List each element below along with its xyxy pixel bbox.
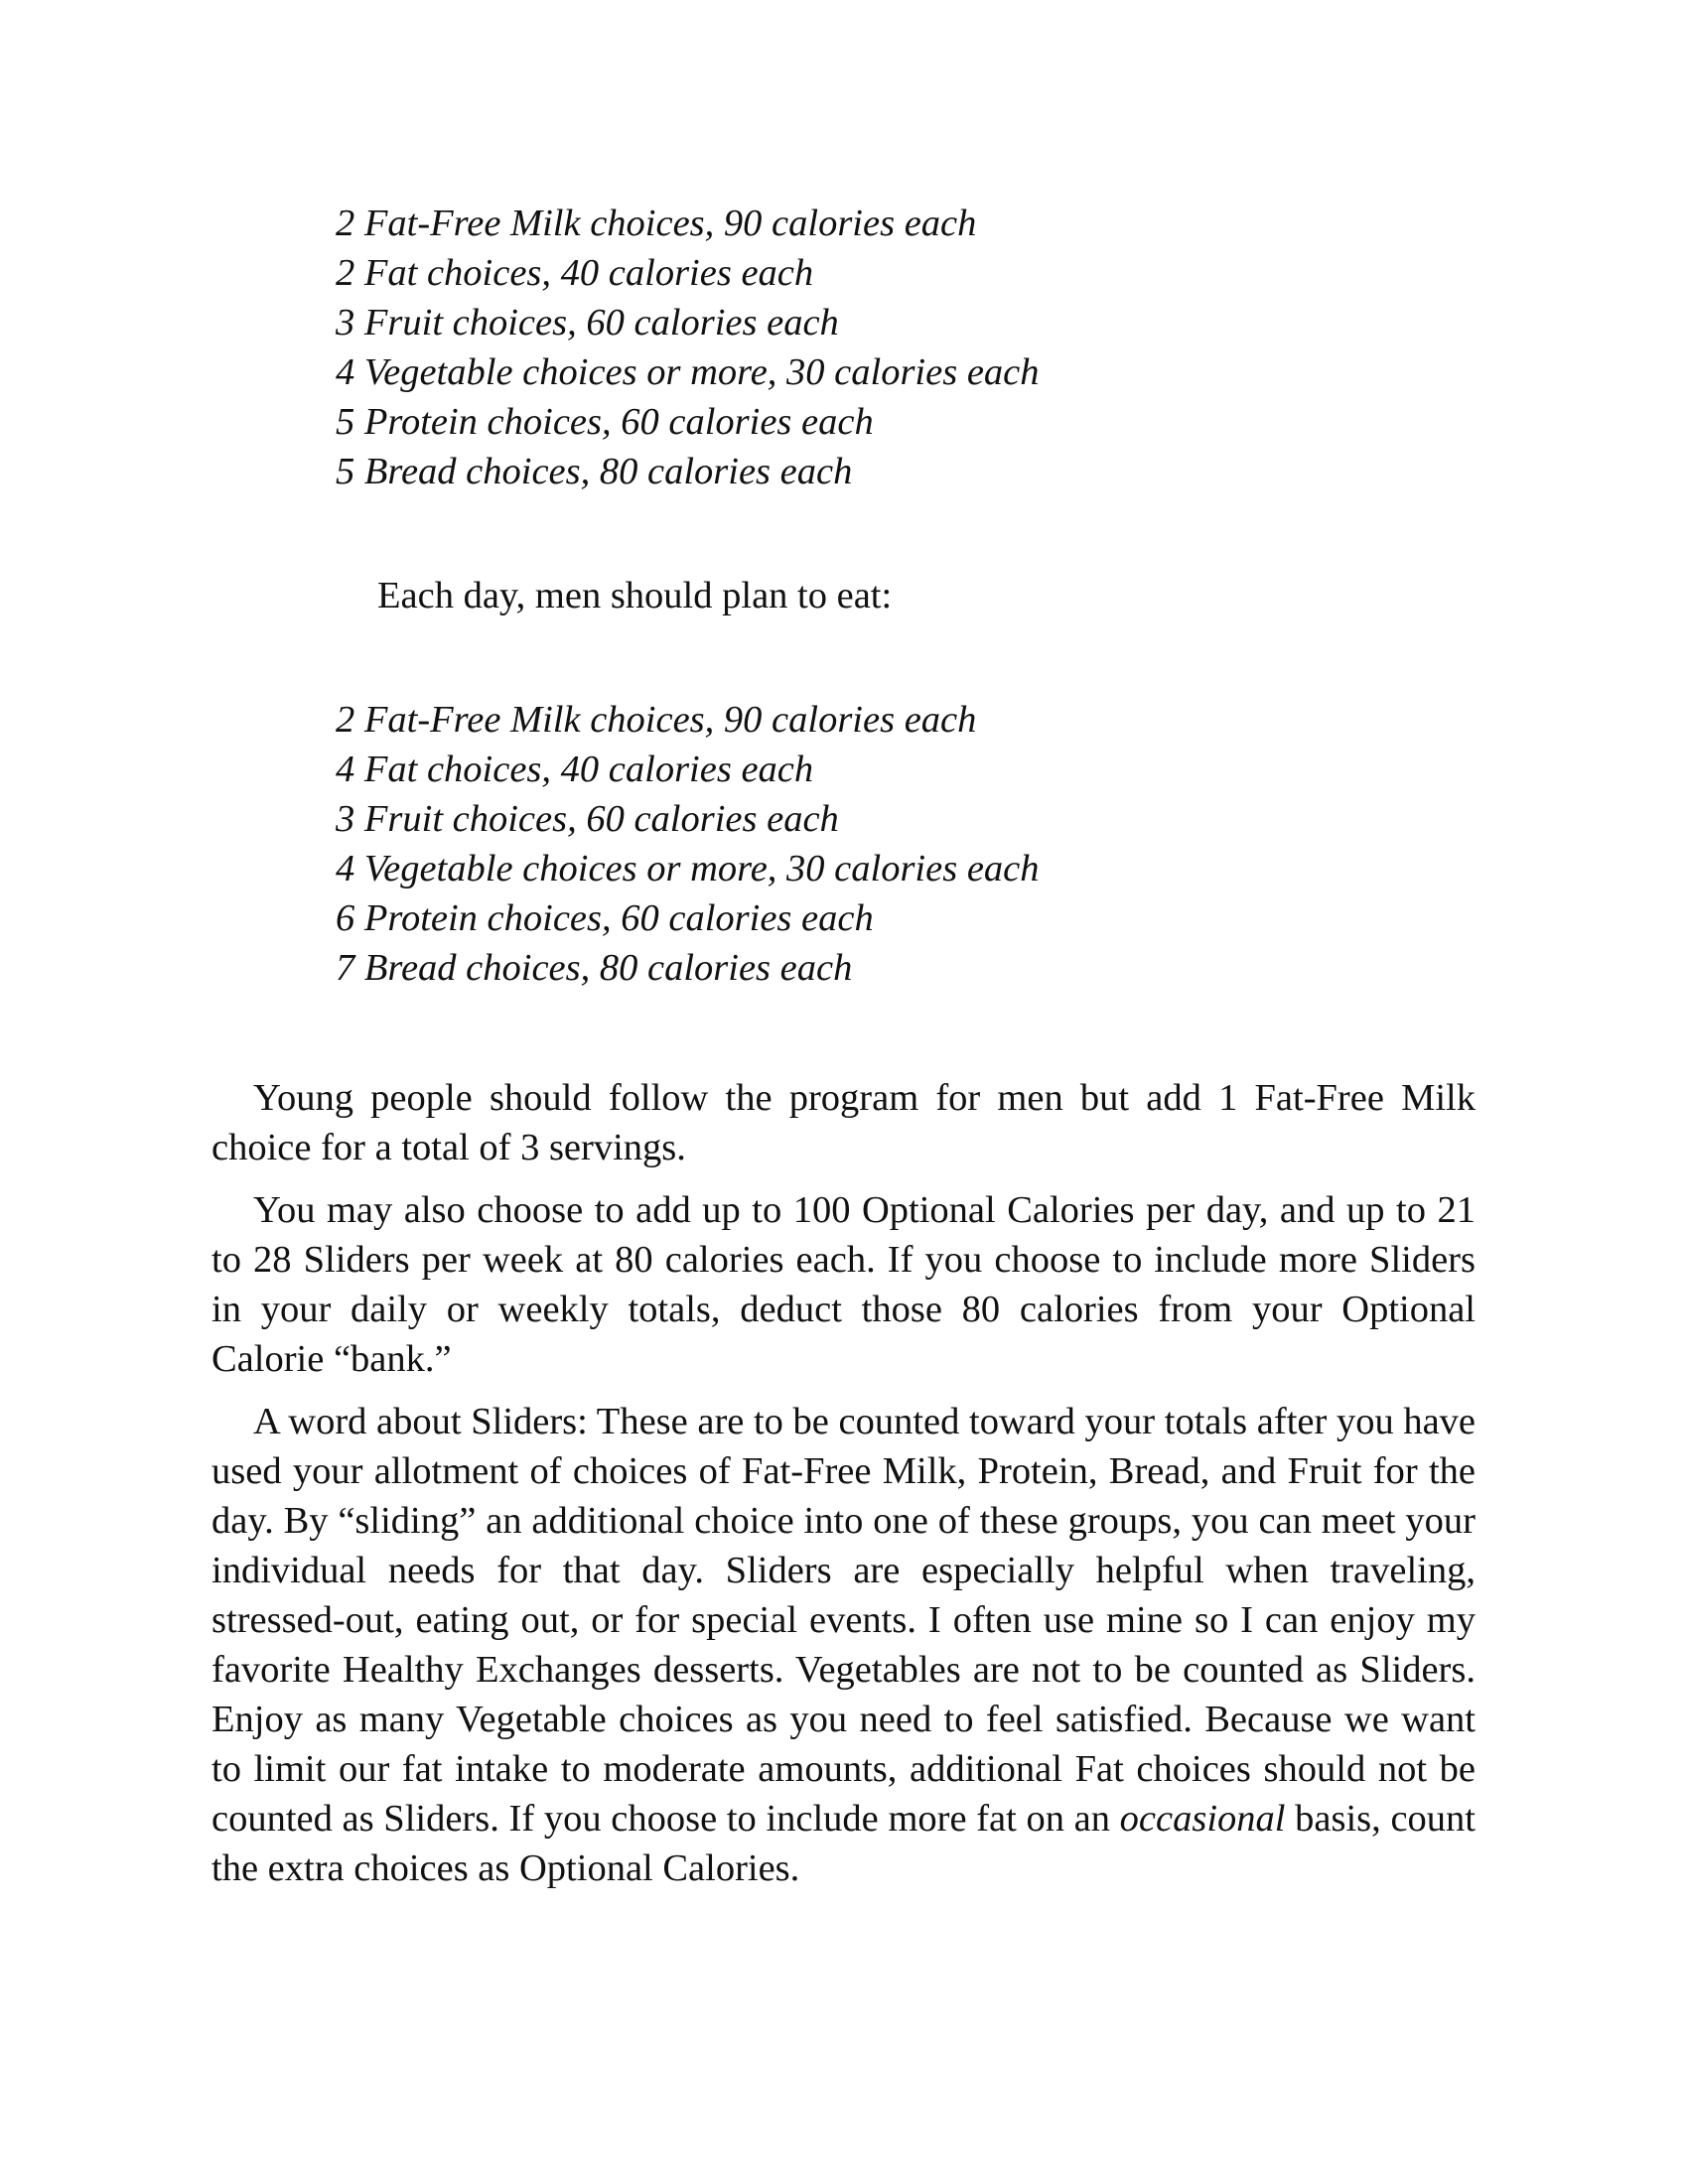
young-people-paragraph: Young people should follow the program for men but add 1 Fat-Free Milk choice for a total of 3 servings. (211, 1077, 1476, 1168)
list-item: 4 Vegetable choices or more, 30 calories each (336, 351, 1040, 393)
women-daily-choices-list (336, 199, 1040, 496)
list-item: 4 Vegetable choices or more, 30 calories each (336, 848, 1040, 889)
list-item: 7 Bread choices, 80 calories each (336, 947, 853, 989)
list-item: 2 Fat-Free Milk choices, 90 calories each (336, 203, 977, 244)
men-intro-text: Each day, men should plan to eat: (377, 575, 893, 616)
list-item: 6 Protein choices, 60 calories each (336, 897, 874, 939)
sliders-text-start: A word about Sliders: These are to be counted toward your totals after you have used your allotment of choices of Fat-Free Milk, Protein, Bread, and Fruit for the day. By “sliding” an additional choice into one of these groups, you can meet your individual needs for that day. Sliders are especially helpful when traveling, stressed-out, eating out, or for special events. I often use mine so I can enjoy my favorite Healthy Exchanges desserts. Vegetables are not to be counted as Sliders. Enjoy as many Vegetable choices as you need to feel satisfied. Because we want to limit our fat intake to moderate amounts, additional Fat choices should not be counted as Sliders. If you choose to include more fat on an (211, 1401, 1476, 1840)
sliders-paragraph (211, 1397, 1476, 1893)
list-item: 5 Bread choices, 80 calories each (336, 451, 853, 492)
list-item: 4 Fat choices, 40 calories each (336, 749, 814, 790)
occasional-emphasis: occasional (1119, 1798, 1286, 1840)
list-item: 3 Fruit choices, 60 calories each (336, 302, 839, 343)
optional-calories-paragraph: You may also choose to add up to 100 Optional Calories per day, and up to 21 to 28 Sliders per week at 80 calories each. If you choose to include more Sliders in your daily or weekly totals, deduct those 80 calories from your Optional Calorie “bank.” (211, 1189, 1476, 1380)
list-item: 2 Fat-Free Milk choices, 90 calories each (336, 699, 977, 741)
men-daily-choices-list (336, 695, 1040, 993)
body-text (211, 1073, 1476, 1906)
sliders-text-end: basis, count the extra choices as Optional Calories. (211, 1798, 1476, 1889)
list-item: 5 Protein choices, 60 calories each (336, 401, 874, 443)
list-item: 3 Fruit choices, 60 calories each (336, 798, 839, 840)
list-item: 2 Fat choices, 40 calories each (336, 252, 814, 294)
